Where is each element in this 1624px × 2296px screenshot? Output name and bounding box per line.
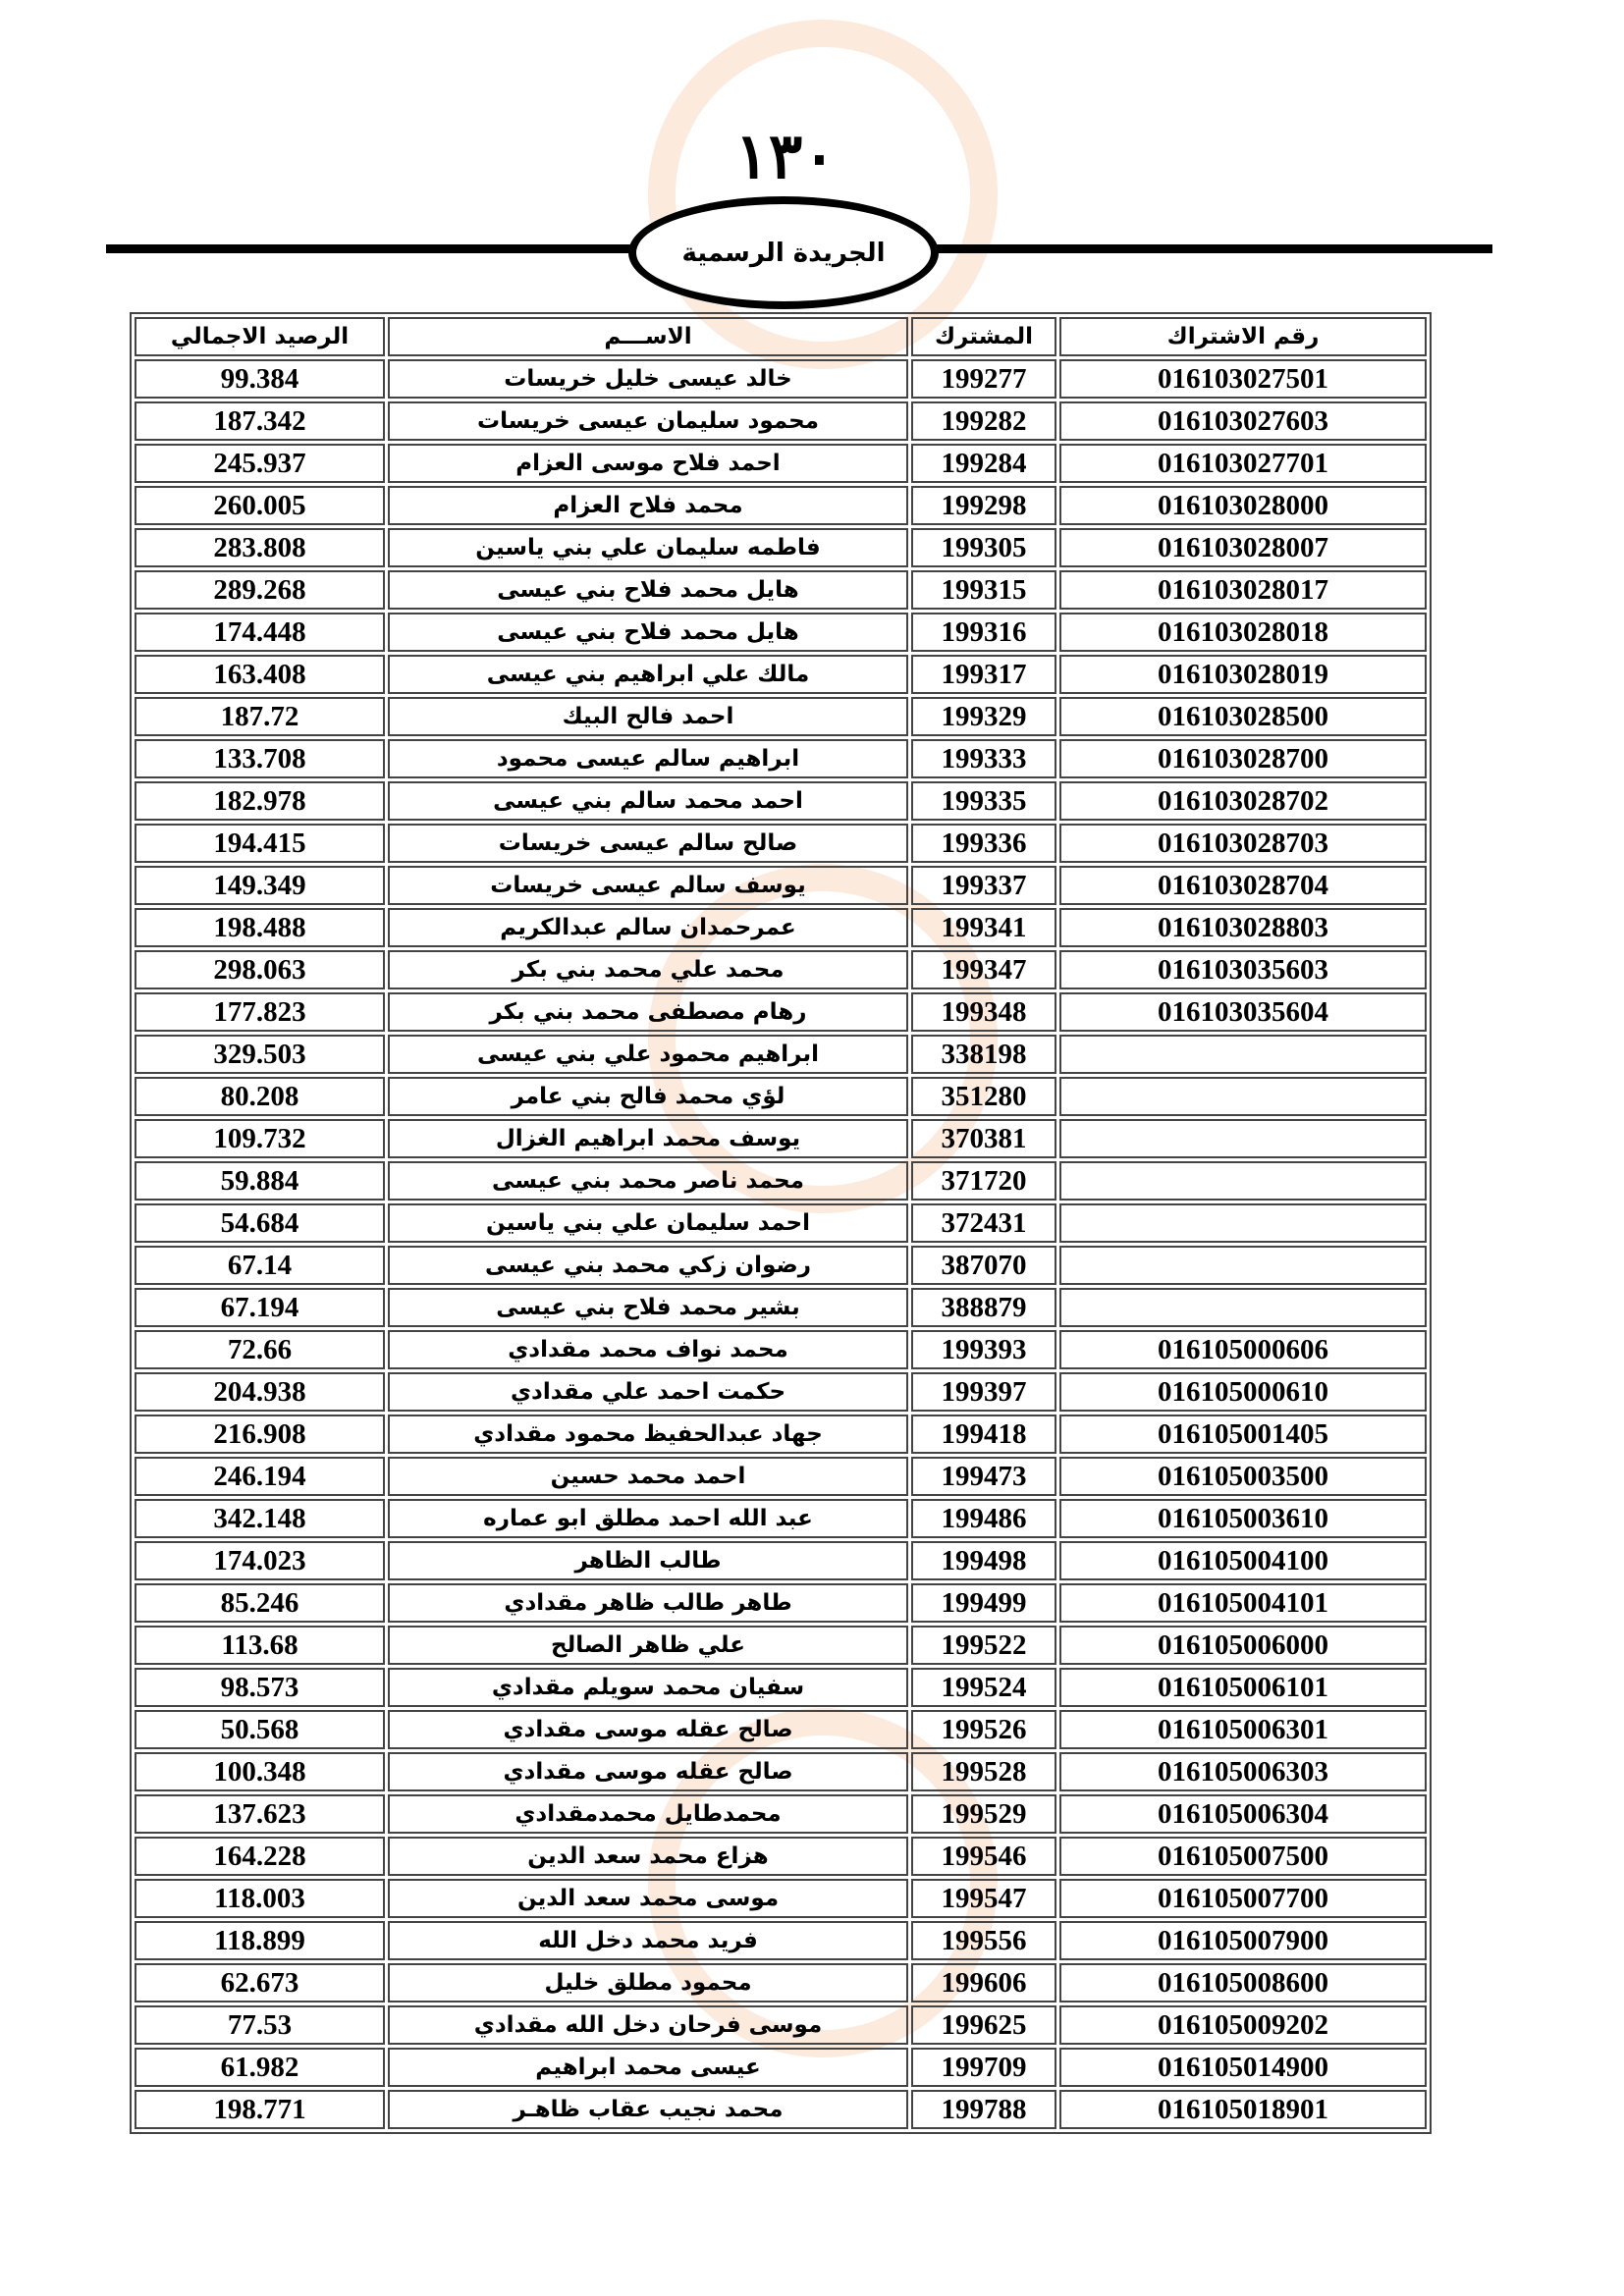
subscriber-cell: 199625 [911, 2005, 1056, 2045]
name-cell: حكمت احمد علي مقدادي [388, 1372, 908, 1412]
table-row [135, 697, 1427, 736]
subscriber-cell: 338198 [911, 1035, 1056, 1074]
table-row [135, 359, 1427, 399]
balance-cell: 85.246 [135, 1583, 385, 1623]
name-cell: محمد علي محمد بني بكر [388, 950, 908, 989]
subscription-number-cell [1059, 1203, 1427, 1243]
table-row [135, 2005, 1427, 2045]
name-cell: محمود سليمان عيسى خريسات [388, 401, 908, 441]
name-cell: محمد نواف محمد مقدادي [388, 1330, 908, 1369]
subscription-number-cell: 016103027603 [1059, 401, 1427, 441]
name-cell: محمود مطلق خليل [388, 1963, 908, 2002]
name-cell: احمد سليمان علي بني ياسين [388, 1203, 908, 1243]
subscription-number-cell: 016103028700 [1059, 739, 1427, 778]
name-cell: فريد محمد دخل الله [388, 1921, 908, 1960]
table-row [135, 1879, 1427, 1918]
subscription-number-cell [1059, 1288, 1427, 1327]
table-row [135, 1330, 1427, 1369]
subscription-number-cell: 016105006303 [1059, 1752, 1427, 1791]
balance-cell: 204.938 [135, 1372, 385, 1412]
name-cell: احمد محمد سالم بني عيسى [388, 781, 908, 821]
table-row [135, 1457, 1427, 1496]
subscription-number-cell: 016103028803 [1059, 908, 1427, 947]
subscriber-cell: 199393 [911, 1330, 1056, 1369]
table-row [135, 1921, 1427, 1960]
balance-cell: 77.53 [135, 2005, 385, 2045]
subscriber-cell: 199486 [911, 1499, 1056, 1538]
balance-cell: 174.023 [135, 1541, 385, 1580]
subscriber-cell: 199709 [911, 2048, 1056, 2087]
name-cell: هايل محمد فلاح بني عيسى [388, 570, 908, 610]
subscriber-cell: 351280 [911, 1077, 1056, 1116]
header-name: الاســـم [388, 317, 908, 356]
balance-cell: 164.228 [135, 1837, 385, 1876]
subscription-number-cell: 016105000606 [1059, 1330, 1427, 1369]
balance-cell: 98.573 [135, 1668, 385, 1707]
balance-cell: 174.448 [135, 613, 385, 652]
subscription-number-cell: 016103028000 [1059, 486, 1427, 525]
balance-cell: 177.823 [135, 992, 385, 1032]
subscription-number-cell: 016103035604 [1059, 992, 1427, 1032]
balance-cell: 109.732 [135, 1119, 385, 1158]
balance-cell: 62.673 [135, 1963, 385, 2002]
subscription-number-cell [1059, 1077, 1427, 1116]
balance-cell: 198.771 [135, 2090, 385, 2129]
balance-cell: 118.899 [135, 1921, 385, 1960]
subscriber-cell: 199547 [911, 1879, 1056, 1918]
balance-cell: 61.982 [135, 2048, 385, 2087]
table-row [135, 1203, 1427, 1243]
name-cell: سفيان محمد سويلم مقدادي [388, 1668, 908, 1707]
subscriber-cell: 199524 [911, 1668, 1056, 1707]
subscription-number-cell [1059, 1119, 1427, 1158]
name-cell: عيسى محمد ابراهيم [388, 2048, 908, 2087]
subscription-number-cell: 016103028500 [1059, 697, 1427, 736]
balance-cell: 67.194 [135, 1288, 385, 1327]
subscriber-cell: 199335 [911, 781, 1056, 821]
subscription-number-cell: 016105003500 [1059, 1457, 1427, 1496]
name-cell: موسى فرحان دخل الله مقدادي [388, 2005, 908, 2045]
table-row [135, 1119, 1427, 1158]
table-row [135, 2048, 1427, 2087]
balance-cell: 329.503 [135, 1035, 385, 1074]
name-cell: هزاع محمد سعد الدين [388, 1837, 908, 1876]
subscriber-cell: 199529 [911, 1794, 1056, 1834]
name-cell: صالح عقله موسى مقدادي [388, 1710, 908, 1749]
subscriber-cell: 199499 [911, 1583, 1056, 1623]
name-cell: محمد نجيب عقاب ظاهـر [388, 2090, 908, 2129]
subscription-number-cell [1059, 1035, 1427, 1074]
table-row [135, 1499, 1427, 1538]
subscriber-cell: 387070 [911, 1246, 1056, 1285]
table-row [135, 824, 1427, 863]
subscription-number-cell [1059, 1161, 1427, 1201]
subscriber-cell: 199788 [911, 2090, 1056, 2129]
subscriber-cell: 199473 [911, 1457, 1056, 1496]
header-subscriber: المشترك [911, 317, 1056, 356]
name-cell: علي ظاهر الصالح [388, 1626, 908, 1665]
subscriber-cell: 199298 [911, 486, 1056, 525]
name-cell: احمد فلاح موسى العزام [388, 444, 908, 483]
subscriber-cell: 372431 [911, 1203, 1056, 1243]
subscriber-cell: 199556 [911, 1921, 1056, 1960]
subscriber-cell: 388879 [911, 1288, 1056, 1327]
subscriber-cell: 199341 [911, 908, 1056, 947]
balance-cell: 67.14 [135, 1246, 385, 1285]
subscriber-cell: 199606 [911, 1963, 1056, 2002]
subscriber-cell: 199317 [911, 655, 1056, 694]
table-row [135, 1541, 1427, 1580]
table-row [135, 1372, 1427, 1412]
name-cell: خالد عيسى خليل خريسات [388, 359, 908, 399]
balance-cell: 99.384 [135, 359, 385, 399]
name-cell: عبد الله احمد مطلق ابو عماره [388, 1499, 908, 1538]
balance-cell: 283.808 [135, 528, 385, 567]
subscriber-cell: 199316 [911, 613, 1056, 652]
name-cell: طاهر طالب ظاهر مقدادي [388, 1583, 908, 1623]
subscription-number-cell: 016105006000 [1059, 1626, 1427, 1665]
name-cell: محمد فلاح العزام [388, 486, 908, 525]
subscribers-table [130, 312, 1432, 2134]
name-cell: جهاد عبدالحفيظ محمود مقدادي [388, 1415, 908, 1454]
table-row [135, 1583, 1427, 1623]
balance-cell: 187.72 [135, 697, 385, 736]
name-cell: يوسف سالم عيسى خريسات [388, 866, 908, 905]
subscriber-cell: 370381 [911, 1119, 1056, 1158]
name-cell: محمدطايل محمدمقدادي [388, 1794, 908, 1834]
table-row [135, 739, 1427, 778]
subscriber-cell: 199522 [911, 1626, 1056, 1665]
name-cell: صالح سالم عيسى خريسات [388, 824, 908, 863]
subscription-number-cell: 016103027701 [1059, 444, 1427, 483]
subscription-number-cell: 016105006301 [1059, 1710, 1427, 1749]
name-cell: هايل محمد فلاح بني عيسى [388, 613, 908, 652]
table-row [135, 1963, 1427, 2002]
subscription-number-cell: 016105009202 [1059, 2005, 1427, 2045]
name-cell: محمد ناصر محمد بني عيسى [388, 1161, 908, 1201]
subscriber-cell: 199315 [911, 570, 1056, 610]
table-row [135, 401, 1427, 441]
subscriber-cell: 199284 [911, 444, 1056, 483]
table-row [135, 1752, 1427, 1791]
subscription-number-cell: 016105000610 [1059, 1372, 1427, 1412]
name-cell: مالك علي ابراهيم بني عيسى [388, 655, 908, 694]
subscriber-cell: 199546 [911, 1837, 1056, 1876]
table-row [135, 1710, 1427, 1749]
table-row [135, 781, 1427, 821]
subscriber-cell: 199397 [911, 1372, 1056, 1412]
name-cell: رضوان زكي محمد بني عيسى [388, 1246, 908, 1285]
subscription-number-cell: 016103028704 [1059, 866, 1427, 905]
subscriber-cell: 199418 [911, 1415, 1056, 1454]
name-cell: يوسف محمد ابراهيم الغزال [388, 1119, 908, 1158]
balance-cell: 72.66 [135, 1330, 385, 1369]
table-row [135, 866, 1427, 905]
table-row [135, 950, 1427, 989]
balance-cell: 187.342 [135, 401, 385, 441]
subscription-number-cell: 016103028702 [1059, 781, 1427, 821]
balance-cell: 118.003 [135, 1879, 385, 1918]
subscription-number-cell: 016103028017 [1059, 570, 1427, 610]
balance-cell: 113.68 [135, 1626, 385, 1665]
subscription-number-cell: 016105008600 [1059, 1963, 1427, 2002]
subscription-number-cell: 016103028007 [1059, 528, 1427, 567]
subscriber-cell: 199526 [911, 1710, 1056, 1749]
publication-title: الجريدة الرسمية [681, 238, 886, 268]
subscriber-cell: 199336 [911, 824, 1056, 863]
subscription-number-cell: 016105014900 [1059, 2048, 1427, 2087]
table-header-row [135, 317, 1427, 356]
balance-cell: 198.488 [135, 908, 385, 947]
subscription-number-cell: 016105007500 [1059, 1837, 1427, 1876]
balance-cell: 59.884 [135, 1161, 385, 1201]
name-cell: ابراهيم محمود علي بني عيسى [388, 1035, 908, 1074]
table-row [135, 1794, 1427, 1834]
subscription-number-cell: 016103035603 [1059, 950, 1427, 989]
balance-cell: 246.194 [135, 1457, 385, 1496]
header-subscription-number: رقم الاشتراك [1059, 317, 1427, 356]
subscription-number-cell: 016105006101 [1059, 1668, 1427, 1707]
balance-cell: 342.148 [135, 1499, 385, 1538]
balance-cell: 163.408 [135, 655, 385, 694]
balance-cell: 289.268 [135, 570, 385, 610]
table-row [135, 1668, 1427, 1707]
subscriber-cell: 199498 [911, 1541, 1056, 1580]
header-oval [628, 196, 939, 309]
subscriber-cell: 199528 [911, 1752, 1056, 1791]
balance-cell: 260.005 [135, 486, 385, 525]
subscriber-cell: 199333 [911, 739, 1056, 778]
table-row [135, 1035, 1427, 1074]
name-cell: ابراهيم سالم عيسى محمود [388, 739, 908, 778]
name-cell: احمد محمد حسين [388, 1457, 908, 1496]
table-row [135, 1415, 1427, 1454]
table-row [135, 655, 1427, 694]
subscriber-cell: 199347 [911, 950, 1056, 989]
subscription-number-cell: 016103027501 [1059, 359, 1427, 399]
subscription-number-cell: 016105001405 [1059, 1415, 1427, 1454]
table-row [135, 1837, 1427, 1876]
name-cell: فاطمه سليمان علي بني ياسين [388, 528, 908, 567]
balance-cell: 216.908 [135, 1415, 385, 1454]
subscription-number-cell: 016105018901 [1059, 2090, 1427, 2129]
subscriber-cell: 199277 [911, 359, 1056, 399]
subscription-number-cell: 016105004100 [1059, 1541, 1427, 1580]
table-row [135, 486, 1427, 525]
subscription-number-cell: 016105003610 [1059, 1499, 1427, 1538]
table-row [135, 613, 1427, 652]
balance-cell: 194.415 [135, 824, 385, 863]
balance-cell: 54.684 [135, 1203, 385, 1243]
balance-cell: 80.208 [135, 1077, 385, 1116]
table-row [135, 570, 1427, 610]
balance-cell: 133.708 [135, 739, 385, 778]
name-cell: بشير محمد فلاح بني عيسى [388, 1288, 908, 1327]
balance-cell: 50.568 [135, 1710, 385, 1749]
table-row [135, 992, 1427, 1032]
name-cell: لؤي محمد فالح بني عامر [388, 1077, 908, 1116]
subscriber-cell: 199337 [911, 866, 1056, 905]
header-total-balance: الرصيد الاجمالي [135, 317, 385, 356]
subscription-number-cell [1059, 1246, 1427, 1285]
balance-cell: 182.978 [135, 781, 385, 821]
table-row [135, 1288, 1427, 1327]
subscriber-cell: 199305 [911, 528, 1056, 567]
table-row [135, 528, 1427, 567]
balance-cell: 137.623 [135, 1794, 385, 1834]
subscription-number-cell: 016103028703 [1059, 824, 1427, 863]
name-cell: طالب الظاهر [388, 1541, 908, 1580]
table-row [135, 1077, 1427, 1116]
subscription-number-cell: 016105006304 [1059, 1794, 1427, 1834]
balance-cell: 298.063 [135, 950, 385, 989]
table-row [135, 444, 1427, 483]
table-row [135, 1161, 1427, 1201]
name-cell: صالح عقله موسى مقدادي [388, 1752, 908, 1791]
subscription-number-cell: 016105007900 [1059, 1921, 1427, 1960]
subscriber-cell: 199329 [911, 697, 1056, 736]
balance-cell: 100.348 [135, 1752, 385, 1791]
table-row [135, 2090, 1427, 2129]
name-cell: رهام مصطفى محمد بني بكر [388, 992, 908, 1032]
subscription-number-cell: 016103028019 [1059, 655, 1427, 694]
balance-cell: 245.937 [135, 444, 385, 483]
subscription-number-cell: 016105004101 [1059, 1583, 1427, 1623]
balance-cell: 149.349 [135, 866, 385, 905]
subscription-number-cell: 016105007700 [1059, 1879, 1427, 1918]
page-number: ١٣٠ [734, 120, 837, 193]
name-cell: احمد فالح البيك [388, 697, 908, 736]
subscriber-cell: 371720 [911, 1161, 1056, 1201]
table-row [135, 1626, 1427, 1665]
table-row [135, 908, 1427, 947]
table-row [135, 1246, 1427, 1285]
subscriber-cell: 199282 [911, 401, 1056, 441]
subscription-number-cell: 016103028018 [1059, 613, 1427, 652]
subscriber-cell: 199348 [911, 992, 1056, 1032]
name-cell: موسى محمد سعد الدين [388, 1879, 908, 1918]
name-cell: عمرحمدان سالم عبدالكريم [388, 908, 908, 947]
